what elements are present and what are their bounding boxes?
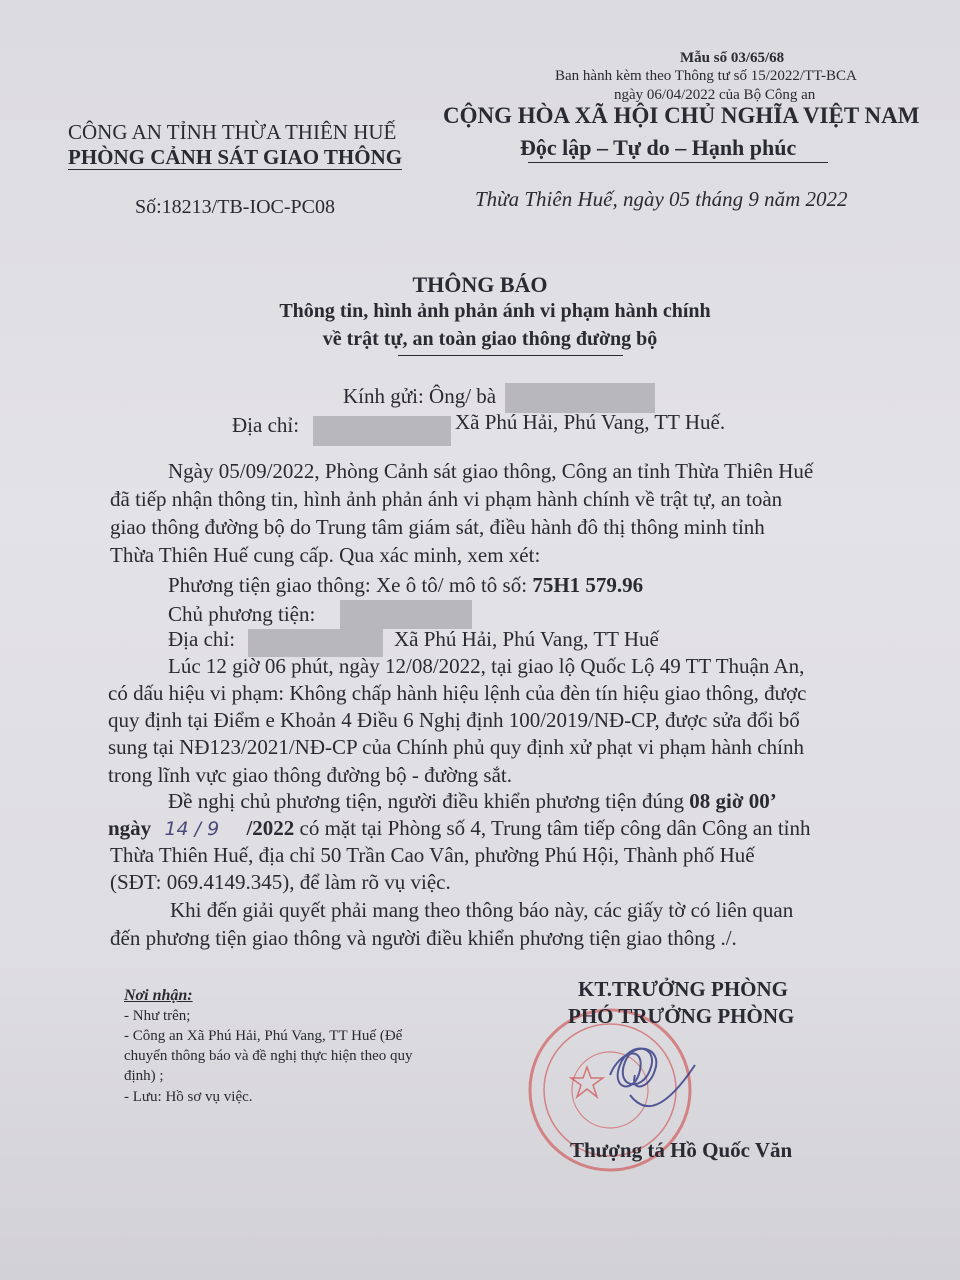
- para1-line2: đã tiếp nhận thông tin, hình ảnh phản ánh vi phạm hành chính về trật tự, an toàn: [110, 487, 783, 511]
- para2-line4: sung tại NĐ123/2021/NĐ-CP của Chính phủ quy định xử phạt vi phạm hành chính: [108, 735, 804, 759]
- org-line1: CÔNG AN TỈNH THỪA THIÊN HUẾ: [68, 120, 397, 144]
- form-issued-line2: ngày 06/04/2022 của Bộ Công an: [614, 87, 816, 103]
- appointment-time: 08 giờ 00’: [689, 789, 777, 813]
- form-issued-line1: Ban hành kèm theo Thông tư số 15/2022/TT-BCA: [555, 68, 857, 84]
- greeting: Kính gửi: Ông/ bà: [343, 384, 497, 408]
- para1-line4: Thừa Thiên Huế cung cấp. Qua xác minh, xem xét:: [110, 543, 541, 567]
- vehicle-label: Phương tiện giao thông: Xe ô tô/ mô tô số:: [168, 573, 528, 597]
- recipients-line3: chuyển thông báo và đề nghị thực hiện theo quy: [124, 1048, 413, 1064]
- nation-line1: CỘNG HÒA XÃ HỘI CHỦ NGHĨA VIỆT NAM: [443, 103, 920, 128]
- nation-line2: Độc lập – Tự do – Hạnh phúc: [520, 135, 797, 160]
- para3-line1: [168, 789, 777, 814]
- recipients-line1: - Như trên;: [124, 1008, 191, 1024]
- recipients-line5: - Lưu: Hồ sơ vụ việc.: [124, 1089, 253, 1105]
- appointment-place: có mặt tại Phòng số 4, Trung tâm tiếp công dân Công an tỉnh: [299, 816, 811, 840]
- vehicle-line: [168, 573, 643, 598]
- place-date: Thừa Thiên Huế, ngày 05 tháng 9 năm 2022: [475, 187, 848, 211]
- para4-line2: đến phương tiện giao thông và người điều khiển phương tiện giao thông ./.: [110, 926, 737, 950]
- appointment-date-handwritten: 14 / 9: [164, 818, 220, 840]
- para1-line1: Ngày 05/09/2022, Phòng Cảnh sát giao thông, Công an tỉnh Thừa Thiên Huế: [168, 459, 814, 483]
- owner-label: Chủ phương tiện:: [168, 602, 316, 626]
- para2-line1: Lúc 12 giờ 06 phút, ngày 12/08/2022, tại giao lộ Quốc Lộ 49 TT Thuận An,: [168, 654, 805, 678]
- para3-line1-text: Đề nghị chủ phương tiện, người điều khiển phương tiện đúng: [168, 789, 684, 813]
- org-line2: [68, 145, 402, 170]
- nation-underline: [528, 162, 828, 163]
- para3-line4: (SĐT: 069.4149.345), để làm rõ vụ việc.: [110, 870, 451, 894]
- para2-line2: có dấu hiệu vi phạm: Không chấp hành hiệu lệnh của đèn tín hiệu giao thông, được: [108, 681, 807, 705]
- appointment-day-label: ngày: [108, 816, 152, 840]
- para4-line1: Khi đến giải quyết phải mang theo thông báo này, các giấy tờ có liên quan: [170, 898, 794, 922]
- document-number: Số:18213/TB-IOC-PC08: [135, 196, 336, 218]
- star-icon: [571, 1067, 603, 1097]
- appointment-year: /2022: [246, 816, 295, 840]
- signature-title-2: PHÓ TRƯỞNG PHÒNG: [568, 1004, 795, 1028]
- signer-name: Thượng tá Hồ Quốc Văn: [570, 1138, 793, 1162]
- redacted-address: [313, 416, 451, 446]
- redacted-owner-address: [248, 629, 383, 657]
- redacted-name: [505, 383, 655, 413]
- para3-line3: Thừa Thiên Huế, địa chỉ 50 Trần Cao Vân, phường Phú Hội, Thành phố Huế: [110, 843, 755, 867]
- recipients-title: Nơi nhận:: [124, 987, 193, 1004]
- address-tail: Xã Phú Hải, Phú Vang, TT Huế.: [455, 410, 726, 434]
- subtitle-underline: [398, 355, 623, 356]
- form-number: Mẫu số 03/65/68: [680, 50, 785, 66]
- redacted-owner: [340, 600, 472, 629]
- document-subtitle-2: về trật tự, an toàn giao thông đường bộ: [322, 328, 658, 350]
- document-title: THÔNG BÁO: [412, 272, 548, 297]
- para2-line5: trong lĩnh vực giao thông đường bộ - đường sắt.: [108, 763, 512, 787]
- owner-address-label: Địa chỉ:: [168, 627, 236, 651]
- recipients-line2: - Công an Xã Phú Hải, Phú Vang, TT Huế (Để: [124, 1028, 403, 1044]
- signature-title-1: KT.TRƯỞNG PHÒNG: [578, 977, 788, 1001]
- para1-line3: giao thông đường bộ do Trung tâm giám sát, điều hành đô thị thông minh tỉnh: [110, 515, 765, 539]
- para3-line2: [108, 816, 811, 841]
- document-subtitle-1: Thông tin, hình ảnh phản ánh vi phạm hành chính: [279, 300, 711, 322]
- vehicle-plate: 75H1 579.96: [532, 573, 644, 597]
- para2-line3: quy định tại Điểm e Khoản 4 Điều 6 Nghị định 100/2019/NĐ-CP, được sửa đổi bổ: [108, 708, 800, 732]
- owner-address-tail: Xã Phú Hải, Phú Vang, TT Huế: [394, 627, 659, 651]
- org-line2-text: PHÒNG CẢNH SÁT GIAO THÔNG: [68, 145, 403, 169]
- address-label: Địa chỉ:: [232, 413, 300, 437]
- recipients-line4: định) ;: [124, 1068, 164, 1084]
